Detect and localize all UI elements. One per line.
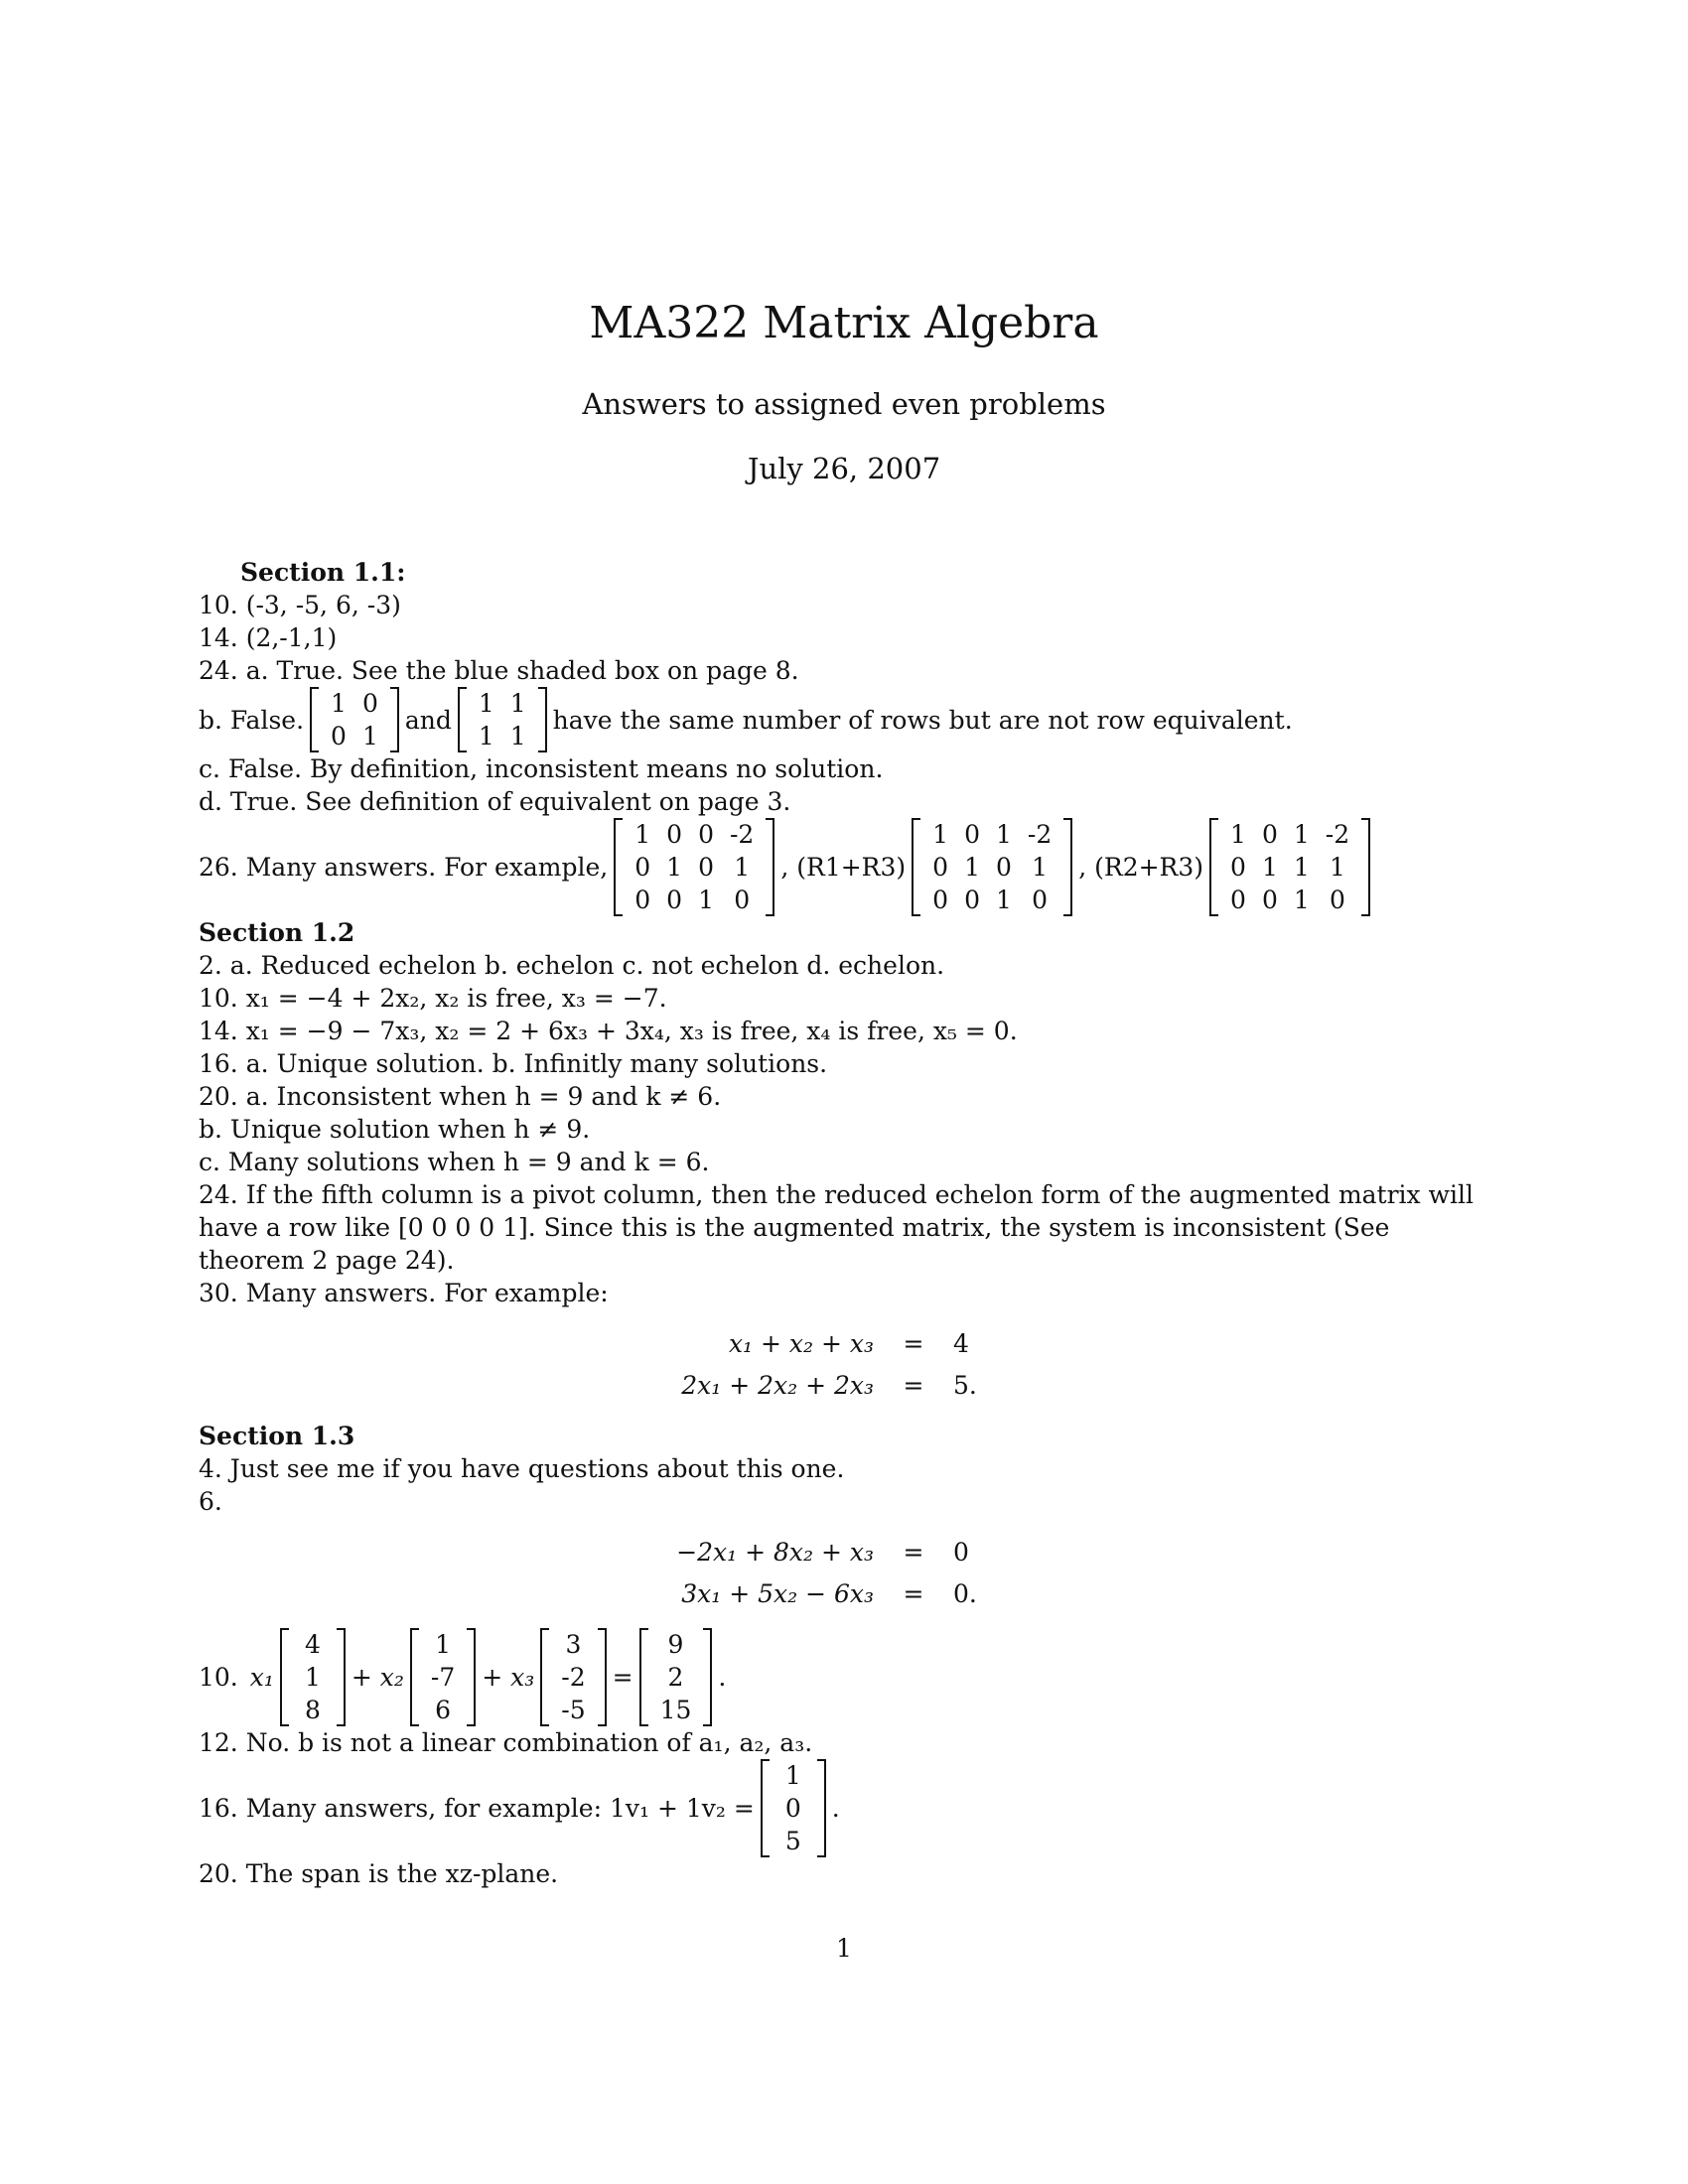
matrix-cell: 1 (995, 820, 1012, 849)
matrix-grid (289, 1628, 337, 1726)
matrix-cell: 0 (1230, 853, 1246, 882)
equation-rhs: 4 (953, 1329, 969, 1358)
answer-1-2-20c: c. Many solutions when h = 9 and k = 6. (199, 1148, 710, 1176)
matrix-cell: 1 (304, 1663, 321, 1692)
matrix-cell: 0 (666, 820, 683, 849)
answer-1-2-16: 16. a. Unique solution. b. Infinitly many solutions. (199, 1049, 828, 1078)
matrix-right-bracket (1063, 818, 1072, 916)
answer-1-1-14: 14. (2,-1,1) (199, 623, 338, 652)
matrix-cell: 0 (361, 689, 378, 718)
column-vector-2 (410, 1628, 476, 1726)
matrix-cell: 0 (995, 853, 1012, 882)
answer-1-1-24b (199, 687, 1489, 752)
matrix-cell: 0 (784, 1794, 801, 1823)
answer-label: 10. (199, 1663, 238, 1692)
matrix-cell: 1 (784, 1761, 801, 1790)
matrix-cell: 1 (1293, 820, 1310, 849)
document-subtitle: Answers to assigned even problems (582, 387, 1106, 421)
matrix-cell: 1 (1293, 853, 1310, 882)
matrix-26-step-3 (1209, 818, 1370, 916)
column-vector-1 (280, 1628, 346, 1726)
answer-1-3-20: 20. The span is the xz-plane. (199, 1859, 559, 1888)
answer-1-3-16-prefix: 16. Many answers, for example: 1v₁ + 1v₂ = (199, 1794, 755, 1823)
section-heading-1-3: Section 1.3 (199, 1422, 355, 1450)
answer-1-1-10: 10. (-3, -5, 6, -3) (199, 591, 401, 619)
equals-sign: = (903, 1538, 924, 1567)
matrix-cell: 1 (435, 1630, 452, 1659)
matrix-cell: 1 (964, 853, 980, 882)
equals-sign: = (903, 1579, 924, 1608)
matrix-grid (1218, 818, 1361, 916)
matrix-cell: 0 (634, 853, 651, 882)
matrix-left-bracket (614, 818, 623, 916)
equation-lhs: 2x₁ + 2x₂ + 2x₃ (681, 1371, 874, 1400)
coefficient-x3: + x₃ (482, 1663, 535, 1692)
matrix-cell: 1 (509, 722, 526, 751)
matrix-left-bracket (761, 1759, 770, 1857)
matrix-cell: 9 (667, 1630, 684, 1659)
matrix-left-bracket (639, 1628, 648, 1726)
matrix-cell: 1 (1230, 820, 1246, 849)
column-vector-16 (761, 1759, 826, 1857)
matrix-cell: 1 (478, 689, 494, 718)
answer-1-2-20b: b. Unique solution when h ≠ 9. (199, 1115, 591, 1144)
matrix-cell: 0 (1230, 886, 1246, 914)
matrix-right-bracket (817, 1759, 826, 1857)
page-number: 1 (836, 1934, 852, 1963)
document-title: MA322 Matrix Algebra (589, 298, 1099, 348)
matrix-cell: -2 (1027, 820, 1053, 849)
matrix-grid (623, 818, 766, 916)
matrix-right-bracket (390, 687, 399, 752)
matrix-cell: 1 (331, 689, 347, 718)
matrix-left-bracket (1209, 818, 1218, 916)
equation-rhs: 5. (953, 1371, 977, 1400)
answer-1-1-24b-and: and (404, 705, 452, 735)
answer-1-1-24b-prefix: b. False. (199, 705, 305, 735)
answers-content (199, 556, 1489, 1890)
answer-1-1-24c: c. False. By definition, inconsistent means no solution. (199, 754, 884, 783)
matrix-cell: 1 (698, 886, 714, 914)
matrix-right-bracket (598, 1628, 607, 1726)
matrix-cell: 1 (734, 853, 751, 882)
matrix-cell: 15 (659, 1696, 692, 1724)
matrix-cell: 0 (1261, 820, 1278, 849)
matrix-cell: 6 (435, 1696, 452, 1724)
matrix-left-bracket (310, 687, 319, 752)
matrix-cell: 5 (784, 1827, 801, 1855)
matrix-grid (319, 687, 390, 752)
equation-lhs: x₁ + x₂ + x₃ (728, 1329, 874, 1358)
matrix-right-bracket (337, 1628, 346, 1726)
matrix-cell: -2 (729, 820, 755, 849)
matrix-cell: 0 (698, 820, 714, 849)
matrix-cell: 0 (1261, 886, 1278, 914)
answer-1-3-6: 6. (199, 1487, 222, 1516)
matrix-cell: 4 (304, 1630, 321, 1659)
equation-rhs: 0 (953, 1538, 969, 1567)
matrix-cell: -7 (430, 1663, 456, 1692)
matrix-right-bracket (467, 1628, 476, 1726)
column-vector-result (639, 1628, 713, 1726)
matrix-grid (419, 1628, 467, 1726)
equals-sign: = (612, 1663, 633, 1692)
answer-1-2-30: 30. Many answers. For example: (199, 1279, 609, 1307)
matrix-cell: 1 (509, 689, 526, 718)
coefficient-x1: x₁ (249, 1663, 274, 1692)
matrix-cell: 3 (565, 1630, 582, 1659)
answer-1-1-24b-suffix: have the same number of rows but are not row equivalent. (552, 705, 1293, 735)
matrix-cell: 0 (634, 886, 651, 914)
matrix-cell: 0 (964, 886, 980, 914)
matrix-grid (467, 687, 538, 752)
answer-1-2-20a: 20. a. Inconsistent when h = 9 and k ≠ 6. (199, 1082, 722, 1111)
matrix-grid (549, 1628, 597, 1726)
answer-1-3-4: 4. Just see me if you have questions about this one. (199, 1454, 845, 1483)
section-heading-1-1: Section 1.1: (240, 558, 406, 587)
matrix-cell: 0 (331, 722, 347, 751)
matrix-cell: 0 (964, 820, 980, 849)
answer-1-1-24d: d. True. See definition of equivalent on page 3. (199, 787, 791, 816)
answer-1-3-16 (199, 1759, 1489, 1857)
equation-system-1-3-6 (199, 1536, 1489, 1610)
equals-sign: = (903, 1371, 924, 1400)
matrix-grid (920, 818, 1063, 916)
matrix-cell: 1 (634, 820, 651, 849)
matrix-cell: 1 (932, 820, 949, 849)
answer-1-2-14: 14. x₁ = −9 − 7x₃, x₂ = 2 + 6x₃ + 3x₄, x₃ is free, x₄ is free, x₅ = 0. (199, 1017, 1018, 1045)
matrix-cell: 0 (698, 853, 714, 882)
matrix-left-bracket (280, 1628, 289, 1726)
column-vector-3 (540, 1628, 606, 1726)
matrix-cell: 1 (361, 722, 378, 751)
matrix-left-bracket (410, 1628, 419, 1726)
matrix-left-bracket (540, 1628, 549, 1726)
answer-1-1-26 (199, 818, 1489, 916)
period: . (718, 1663, 727, 1692)
answer-1-2-10: 10. x₁ = −4 + 2x₂, x₂ is free, x₃ = −7. (199, 984, 667, 1013)
matrix-cell: 1 (1032, 853, 1048, 882)
answer-1-3-10 (199, 1628, 1489, 1726)
matrix-cell: 0 (1329, 886, 1345, 914)
matrix-cell: 2 (667, 1663, 684, 1692)
matrix-cell: 8 (304, 1696, 321, 1724)
matrix-cell: 0 (932, 886, 949, 914)
matrix-cell: 0 (1032, 886, 1048, 914)
matrix-cell: -2 (561, 1663, 586, 1692)
matrix-cell: 0 (734, 886, 751, 914)
matrix-ones-2x2 (458, 687, 547, 752)
equation-rhs: 0. (953, 1579, 977, 1608)
period: . (831, 1794, 840, 1823)
answer-1-3-12: 12. No. b is not a linear combination of a₁, a₂, a₃. (199, 1728, 813, 1757)
matrix-cell: 0 (666, 886, 683, 914)
matrix-26-step-1 (614, 818, 774, 916)
equation-lhs: 3x₁ + 5x₂ − 6x₃ (681, 1579, 874, 1608)
matrix-cell: 1 (1293, 886, 1310, 914)
matrix-cell: 1 (666, 853, 683, 882)
coefficient-x2: + x₂ (351, 1663, 404, 1692)
matrix-identity-2x2 (310, 687, 399, 752)
answer-1-2-2: 2. a. Reduced echelon b. echelon c. not echelon d. echelon. (199, 951, 945, 980)
section-heading-1-2: Section 1.2 (199, 918, 355, 947)
matrix-right-bracket (766, 818, 774, 916)
matrix-right-bracket (703, 1628, 712, 1726)
equals-sign: = (903, 1329, 924, 1358)
matrix-grid (648, 1628, 704, 1726)
answer-1-1-26-prefix: 26. Many answers. For example, (199, 853, 609, 882)
matrix-cell: 1 (478, 722, 494, 751)
matrix-cell: 1 (995, 886, 1012, 914)
matrix-cell: -2 (1325, 820, 1350, 849)
matrix-26-step-2 (912, 818, 1072, 916)
matrix-cell: 1 (1261, 853, 1278, 882)
row-op-r2-r3: , (R2+R3) (1078, 853, 1204, 882)
matrix-grid (770, 1759, 817, 1857)
matrix-right-bracket (1361, 818, 1370, 916)
matrix-left-bracket (912, 818, 920, 916)
matrix-cell: -5 (561, 1696, 586, 1724)
row-op-r1-r3: , (R1+R3) (780, 853, 907, 882)
document-date: July 26, 2007 (747, 452, 941, 485)
matrix-left-bracket (458, 687, 467, 752)
matrix-right-bracket (538, 687, 547, 752)
equation-system-1-2-30 (199, 1327, 1489, 1402)
equation-lhs: −2x₁ + 8x₂ + x₃ (676, 1538, 874, 1567)
answer-1-2-24: 24. If the fifth column is a pivot column, then the reduced echelon form of the augmented matrix will have a row like [0 0 0 0 1]. Since this is the augmented matrix, the system is inconsistent (See theorem 2 page 24). (199, 1180, 1474, 1275)
answer-1-1-24a: 24. a. True. See the blue shaded box on page 8. (199, 656, 799, 685)
matrix-cell: 1 (1329, 853, 1345, 882)
matrix-cell: 0 (932, 853, 949, 882)
